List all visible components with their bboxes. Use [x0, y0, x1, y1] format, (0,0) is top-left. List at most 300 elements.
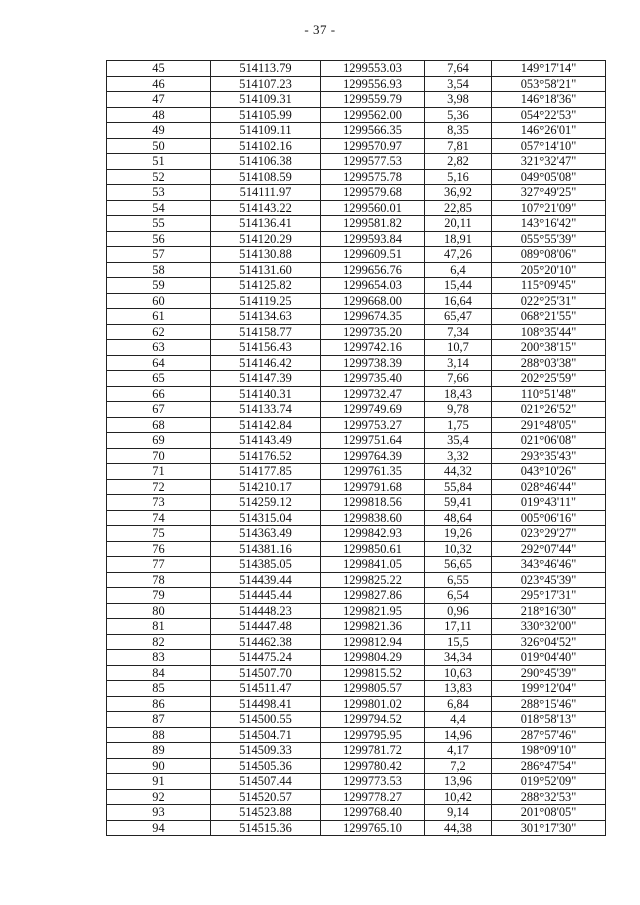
y-coordinate-cell: 1299559.79 [321, 92, 425, 108]
bearing-cell: 287°57'46" [492, 727, 606, 743]
bearing-cell: 288°32'53" [492, 789, 606, 805]
distance-cell: 2,82 [425, 154, 492, 170]
distance-cell: 48,64 [425, 510, 492, 526]
table-row [107, 247, 606, 263]
table-row [107, 634, 606, 650]
point-number-cell: 69 [107, 433, 211, 449]
x-coordinate-cell: 514504.71 [211, 727, 321, 743]
bearing-cell: 023°45'39" [492, 572, 606, 588]
y-coordinate-cell: 1299556.93 [321, 76, 425, 92]
y-coordinate-cell: 1299765.10 [321, 820, 425, 836]
y-coordinate-cell: 1299738.39 [321, 355, 425, 371]
table-row [107, 681, 606, 697]
y-coordinate-cell: 1299841.05 [321, 557, 425, 573]
bearing-cell: 019°52'09" [492, 774, 606, 790]
bearing-cell: 068°21'55" [492, 309, 606, 325]
distance-cell: 44,32 [425, 464, 492, 480]
x-coordinate-cell: 514136.41 [211, 216, 321, 232]
point-number-cell: 91 [107, 774, 211, 790]
point-number-cell: 81 [107, 619, 211, 635]
table-row [107, 557, 606, 573]
point-number-cell: 78 [107, 572, 211, 588]
table-row [107, 588, 606, 604]
bearing-cell: 293°35'43" [492, 448, 606, 464]
x-coordinate-cell: 514462.38 [211, 634, 321, 650]
table-row [107, 758, 606, 774]
distance-cell: 7,81 [425, 138, 492, 154]
distance-cell: 15,5 [425, 634, 492, 650]
x-coordinate-cell: 514106.38 [211, 154, 321, 170]
point-number-cell: 73 [107, 495, 211, 511]
x-coordinate-cell: 514259.12 [211, 495, 321, 511]
distance-cell: 3,54 [425, 76, 492, 92]
point-number-cell: 74 [107, 510, 211, 526]
bearing-cell: 327°49'25" [492, 185, 606, 201]
point-number-cell: 72 [107, 479, 211, 495]
table-row [107, 340, 606, 356]
x-coordinate-cell: 514500.55 [211, 712, 321, 728]
y-coordinate-cell: 1299805.57 [321, 681, 425, 697]
x-coordinate-cell: 514475.24 [211, 650, 321, 666]
y-coordinate-cell: 1299804.29 [321, 650, 425, 666]
x-coordinate-cell: 514158.77 [211, 324, 321, 340]
x-coordinate-cell: 514515.36 [211, 820, 321, 836]
distance-cell: 3,98 [425, 92, 492, 108]
bearing-cell: 199°12'04" [492, 681, 606, 697]
distance-cell: 10,63 [425, 665, 492, 681]
point-number-cell: 45 [107, 61, 211, 77]
x-coordinate-cell: 514523.88 [211, 805, 321, 821]
table-row [107, 76, 606, 92]
bearing-cell: 288°15'46" [492, 696, 606, 712]
page-number: - 37 - [304, 22, 336, 37]
x-coordinate-cell: 514140.31 [211, 386, 321, 402]
distance-cell: 1,75 [425, 417, 492, 433]
x-coordinate-cell: 514447.48 [211, 619, 321, 635]
bearing-cell: 110°51'48" [492, 386, 606, 402]
bearing-cell: 055°55'39" [492, 231, 606, 247]
table-row [107, 696, 606, 712]
distance-cell: 3,32 [425, 448, 492, 464]
distance-cell: 7,64 [425, 61, 492, 77]
point-number-cell: 53 [107, 185, 211, 201]
y-coordinate-cell: 1299825.22 [321, 572, 425, 588]
point-number-cell: 48 [107, 107, 211, 123]
y-coordinate-cell: 1299768.40 [321, 805, 425, 821]
table-row [107, 231, 606, 247]
point-number-cell: 66 [107, 386, 211, 402]
x-coordinate-cell: 514111.97 [211, 185, 321, 201]
x-coordinate-cell: 514109.11 [211, 123, 321, 139]
x-coordinate-cell: 514120.29 [211, 231, 321, 247]
bearing-cell: 023°29'27" [492, 526, 606, 542]
point-number-cell: 85 [107, 681, 211, 697]
point-number-cell: 51 [107, 154, 211, 170]
point-number-cell: 47 [107, 92, 211, 108]
y-coordinate-cell: 1299742.16 [321, 340, 425, 356]
x-coordinate-cell: 514143.22 [211, 200, 321, 216]
table-row [107, 650, 606, 666]
table-row [107, 479, 606, 495]
distance-cell: 36,92 [425, 185, 492, 201]
y-coordinate-cell: 1299654.03 [321, 278, 425, 294]
x-coordinate-cell: 514142.84 [211, 417, 321, 433]
bearing-cell: 028°46'44" [492, 479, 606, 495]
table-row [107, 665, 606, 681]
point-number-cell: 59 [107, 278, 211, 294]
table-row [107, 293, 606, 309]
y-coordinate-cell: 1299579.68 [321, 185, 425, 201]
table-row [107, 433, 606, 449]
y-coordinate-cell: 1299780.42 [321, 758, 425, 774]
table-row [107, 371, 606, 387]
table-row [107, 92, 606, 108]
x-coordinate-cell: 514131.60 [211, 262, 321, 278]
table-row [107, 107, 606, 123]
distance-cell: 35,4 [425, 433, 492, 449]
y-coordinate-cell: 1299553.03 [321, 61, 425, 77]
point-number-cell: 90 [107, 758, 211, 774]
point-number-cell: 57 [107, 247, 211, 263]
x-coordinate-cell: 514507.44 [211, 774, 321, 790]
point-number-cell: 88 [107, 727, 211, 743]
table-row [107, 417, 606, 433]
table-row [107, 200, 606, 216]
bearing-cell: 149°17'14" [492, 61, 606, 77]
bearing-cell: 200°38'15" [492, 340, 606, 356]
x-coordinate-cell: 514177.85 [211, 464, 321, 480]
distance-cell: 17,11 [425, 619, 492, 635]
point-number-cell: 75 [107, 526, 211, 542]
x-coordinate-cell: 514176.52 [211, 448, 321, 464]
point-number-cell: 87 [107, 712, 211, 728]
bearing-cell: 021°06'08" [492, 433, 606, 449]
y-coordinate-cell: 1299570.97 [321, 138, 425, 154]
x-coordinate-cell: 514143.49 [211, 433, 321, 449]
bearing-cell: 295°17'31" [492, 588, 606, 604]
x-coordinate-cell: 514109.31 [211, 92, 321, 108]
distance-cell: 10,32 [425, 541, 492, 557]
point-number-cell: 68 [107, 417, 211, 433]
distance-cell: 8,35 [425, 123, 492, 139]
distance-cell: 4,4 [425, 712, 492, 728]
distance-cell: 13,83 [425, 681, 492, 697]
y-coordinate-cell: 1299815.52 [321, 665, 425, 681]
point-number-cell: 80 [107, 603, 211, 619]
distance-cell: 18,91 [425, 231, 492, 247]
bearing-cell: 301°17'30" [492, 820, 606, 836]
point-number-cell: 61 [107, 309, 211, 325]
bearing-cell: 146°26'01" [492, 123, 606, 139]
distance-cell: 5,16 [425, 169, 492, 185]
point-number-cell: 64 [107, 355, 211, 371]
y-coordinate-cell: 1299801.02 [321, 696, 425, 712]
y-coordinate-cell: 1299560.01 [321, 200, 425, 216]
table-row [107, 402, 606, 418]
x-coordinate-cell: 514130.88 [211, 247, 321, 263]
point-number-cell: 92 [107, 789, 211, 805]
x-coordinate-cell: 514210.17 [211, 479, 321, 495]
y-coordinate-cell: 1299668.00 [321, 293, 425, 309]
x-coordinate-cell: 514102.16 [211, 138, 321, 154]
table-row [107, 464, 606, 480]
y-coordinate-cell: 1299562.00 [321, 107, 425, 123]
y-coordinate-cell: 1299577.53 [321, 154, 425, 170]
x-coordinate-cell: 514381.16 [211, 541, 321, 557]
x-coordinate-cell: 514156.43 [211, 340, 321, 356]
distance-cell: 6,4 [425, 262, 492, 278]
y-coordinate-cell: 1299751.64 [321, 433, 425, 449]
point-number-cell: 86 [107, 696, 211, 712]
point-number-cell: 77 [107, 557, 211, 573]
bearing-cell: 108°35'44" [492, 324, 606, 340]
x-coordinate-cell: 514511.47 [211, 681, 321, 697]
bearing-cell: 198°09'10" [492, 743, 606, 759]
distance-cell: 6,54 [425, 588, 492, 604]
point-number-cell: 62 [107, 324, 211, 340]
table-row [107, 526, 606, 542]
point-number-cell: 76 [107, 541, 211, 557]
table-row [107, 138, 606, 154]
bearing-cell: 057°14'10" [492, 138, 606, 154]
distance-cell: 20,11 [425, 216, 492, 232]
bearing-cell: 321°32'47" [492, 154, 606, 170]
table-row [107, 386, 606, 402]
y-coordinate-cell: 1299791.68 [321, 479, 425, 495]
point-number-cell: 52 [107, 169, 211, 185]
y-coordinate-cell: 1299593.84 [321, 231, 425, 247]
bearing-cell: 043°10'26" [492, 464, 606, 480]
y-coordinate-cell: 1299753.27 [321, 417, 425, 433]
bearing-cell: 053°58'21" [492, 76, 606, 92]
bearing-cell: 201°08'05" [492, 805, 606, 821]
y-coordinate-cell: 1299850.61 [321, 541, 425, 557]
distance-cell: 13,96 [425, 774, 492, 790]
distance-cell: 47,26 [425, 247, 492, 263]
bearing-cell: 326°04'52" [492, 634, 606, 650]
distance-cell: 44,38 [425, 820, 492, 836]
point-number-cell: 49 [107, 123, 211, 139]
bearing-cell: 290°45'39" [492, 665, 606, 681]
table-row [107, 123, 606, 139]
x-coordinate-cell: 514498.41 [211, 696, 321, 712]
y-coordinate-cell: 1299794.52 [321, 712, 425, 728]
point-number-cell: 93 [107, 805, 211, 821]
distance-cell: 7,2 [425, 758, 492, 774]
distance-cell: 7,34 [425, 324, 492, 340]
bearing-cell: 202°25'59" [492, 371, 606, 387]
y-coordinate-cell: 1299735.40 [321, 371, 425, 387]
distance-cell: 0,96 [425, 603, 492, 619]
table-row [107, 216, 606, 232]
y-coordinate-cell: 1299674.35 [321, 309, 425, 325]
y-coordinate-cell: 1299773.53 [321, 774, 425, 790]
x-coordinate-cell: 514507.70 [211, 665, 321, 681]
point-number-cell: 46 [107, 76, 211, 92]
table-row [107, 278, 606, 294]
bearing-cell: 022°25'31" [492, 293, 606, 309]
distance-cell: 34,34 [425, 650, 492, 666]
y-coordinate-cell: 1299842.93 [321, 526, 425, 542]
bearing-cell: 054°22'53" [492, 107, 606, 123]
table-row [107, 774, 606, 790]
table-row [107, 541, 606, 557]
bearing-cell: 288°03'38" [492, 355, 606, 371]
table-row [107, 820, 606, 836]
y-coordinate-cell: 1299827.86 [321, 588, 425, 604]
bearing-cell: 330°32'00" [492, 619, 606, 635]
table-row [107, 324, 606, 340]
bearing-cell: 019°43'11" [492, 495, 606, 511]
table-row [107, 603, 606, 619]
x-coordinate-cell: 514448.23 [211, 603, 321, 619]
bearing-cell: 005°06'16" [492, 510, 606, 526]
y-coordinate-cell: 1299778.27 [321, 789, 425, 805]
point-number-cell: 89 [107, 743, 211, 759]
distance-cell: 10,7 [425, 340, 492, 356]
x-coordinate-cell: 514113.79 [211, 61, 321, 77]
distance-cell: 6,55 [425, 572, 492, 588]
x-coordinate-cell: 514505.36 [211, 758, 321, 774]
table-row [107, 572, 606, 588]
table-row [107, 185, 606, 201]
table-row [107, 789, 606, 805]
x-coordinate-cell: 514133.74 [211, 402, 321, 418]
bearing-cell: 146°18'36" [492, 92, 606, 108]
bearing-cell: 286°47'54" [492, 758, 606, 774]
distance-cell: 59,41 [425, 495, 492, 511]
table-row [107, 355, 606, 371]
x-coordinate-cell: 514445.44 [211, 588, 321, 604]
y-coordinate-cell: 1299781.72 [321, 743, 425, 759]
y-coordinate-cell: 1299749.69 [321, 402, 425, 418]
bearing-cell: 205°20'10" [492, 262, 606, 278]
point-number-cell: 70 [107, 448, 211, 464]
point-number-cell: 63 [107, 340, 211, 356]
y-coordinate-cell: 1299609.51 [321, 247, 425, 263]
y-coordinate-cell: 1299818.56 [321, 495, 425, 511]
distance-cell: 18,43 [425, 386, 492, 402]
distance-cell: 3,14 [425, 355, 492, 371]
y-coordinate-cell: 1299795.95 [321, 727, 425, 743]
point-number-cell: 54 [107, 200, 211, 216]
x-coordinate-cell: 514509.33 [211, 743, 321, 759]
x-coordinate-cell: 514385.05 [211, 557, 321, 573]
point-number-cell: 58 [107, 262, 211, 278]
point-number-cell: 71 [107, 464, 211, 480]
distance-cell: 22,85 [425, 200, 492, 216]
x-coordinate-cell: 514146.42 [211, 355, 321, 371]
y-coordinate-cell: 1299838.60 [321, 510, 425, 526]
x-coordinate-cell: 514147.39 [211, 371, 321, 387]
y-coordinate-cell: 1299732.47 [321, 386, 425, 402]
point-number-cell: 79 [107, 588, 211, 604]
table-row [107, 510, 606, 526]
distance-cell: 4,17 [425, 743, 492, 759]
bearing-cell: 089°08'06" [492, 247, 606, 263]
x-coordinate-cell: 514105.99 [211, 107, 321, 123]
y-coordinate-cell: 1299821.36 [321, 619, 425, 635]
bearing-cell: 218°16'30" [492, 603, 606, 619]
distance-cell: 9,78 [425, 402, 492, 418]
x-coordinate-cell: 514107.23 [211, 76, 321, 92]
y-coordinate-cell: 1299566.35 [321, 123, 425, 139]
y-coordinate-cell: 1299735.20 [321, 324, 425, 340]
table-row [107, 262, 606, 278]
bearing-cell: 107°21'09" [492, 200, 606, 216]
table-row [107, 743, 606, 759]
point-number-cell: 94 [107, 820, 211, 836]
point-number-cell: 50 [107, 138, 211, 154]
x-coordinate-cell: 514108.59 [211, 169, 321, 185]
bearing-cell: 143°16'42" [492, 216, 606, 232]
table-row [107, 154, 606, 170]
distance-cell: 5,36 [425, 107, 492, 123]
x-coordinate-cell: 514134.63 [211, 309, 321, 325]
bearing-cell: 291°48'05" [492, 417, 606, 433]
point-number-cell: 56 [107, 231, 211, 247]
bearing-cell: 115°09'45" [492, 278, 606, 294]
bearing-cell: 018°58'13" [492, 712, 606, 728]
distance-cell: 7,66 [425, 371, 492, 387]
table-row [107, 61, 606, 77]
distance-cell: 14,96 [425, 727, 492, 743]
point-number-cell: 82 [107, 634, 211, 650]
table-row [107, 169, 606, 185]
table-row [107, 448, 606, 464]
point-number-cell: 65 [107, 371, 211, 387]
distance-cell: 16,64 [425, 293, 492, 309]
table-row [107, 805, 606, 821]
bearing-cell: 019°04'40" [492, 650, 606, 666]
x-coordinate-cell: 514119.25 [211, 293, 321, 309]
y-coordinate-cell: 1299656.76 [321, 262, 425, 278]
y-coordinate-cell: 1299581.82 [321, 216, 425, 232]
distance-cell: 19,26 [425, 526, 492, 542]
coordinates-table [106, 60, 606, 836]
distance-cell: 15,44 [425, 278, 492, 294]
point-number-cell: 55 [107, 216, 211, 232]
distance-cell: 55,84 [425, 479, 492, 495]
y-coordinate-cell: 1299764.39 [321, 448, 425, 464]
y-coordinate-cell: 1299761.35 [321, 464, 425, 480]
point-number-cell: 67 [107, 402, 211, 418]
table-row [107, 619, 606, 635]
table-row [107, 712, 606, 728]
distance-cell: 65,47 [425, 309, 492, 325]
table-row [107, 309, 606, 325]
bearing-cell: 049°05'08" [492, 169, 606, 185]
x-coordinate-cell: 514520.57 [211, 789, 321, 805]
point-number-cell: 83 [107, 650, 211, 666]
distance-cell: 10,42 [425, 789, 492, 805]
table-row [107, 727, 606, 743]
y-coordinate-cell: 1299575.78 [321, 169, 425, 185]
y-coordinate-cell: 1299812.94 [321, 634, 425, 650]
point-number-cell: 60 [107, 293, 211, 309]
x-coordinate-cell: 514125.82 [211, 278, 321, 294]
distance-cell: 56,65 [425, 557, 492, 573]
distance-cell: 6,84 [425, 696, 492, 712]
distance-cell: 9,14 [425, 805, 492, 821]
bearing-cell: 292°07'44" [492, 541, 606, 557]
x-coordinate-cell: 514363.49 [211, 526, 321, 542]
table-row [107, 495, 606, 511]
y-coordinate-cell: 1299821.95 [321, 603, 425, 619]
point-number-cell: 84 [107, 665, 211, 681]
bearing-cell: 021°26'52" [492, 402, 606, 418]
x-coordinate-cell: 514439.44 [211, 572, 321, 588]
